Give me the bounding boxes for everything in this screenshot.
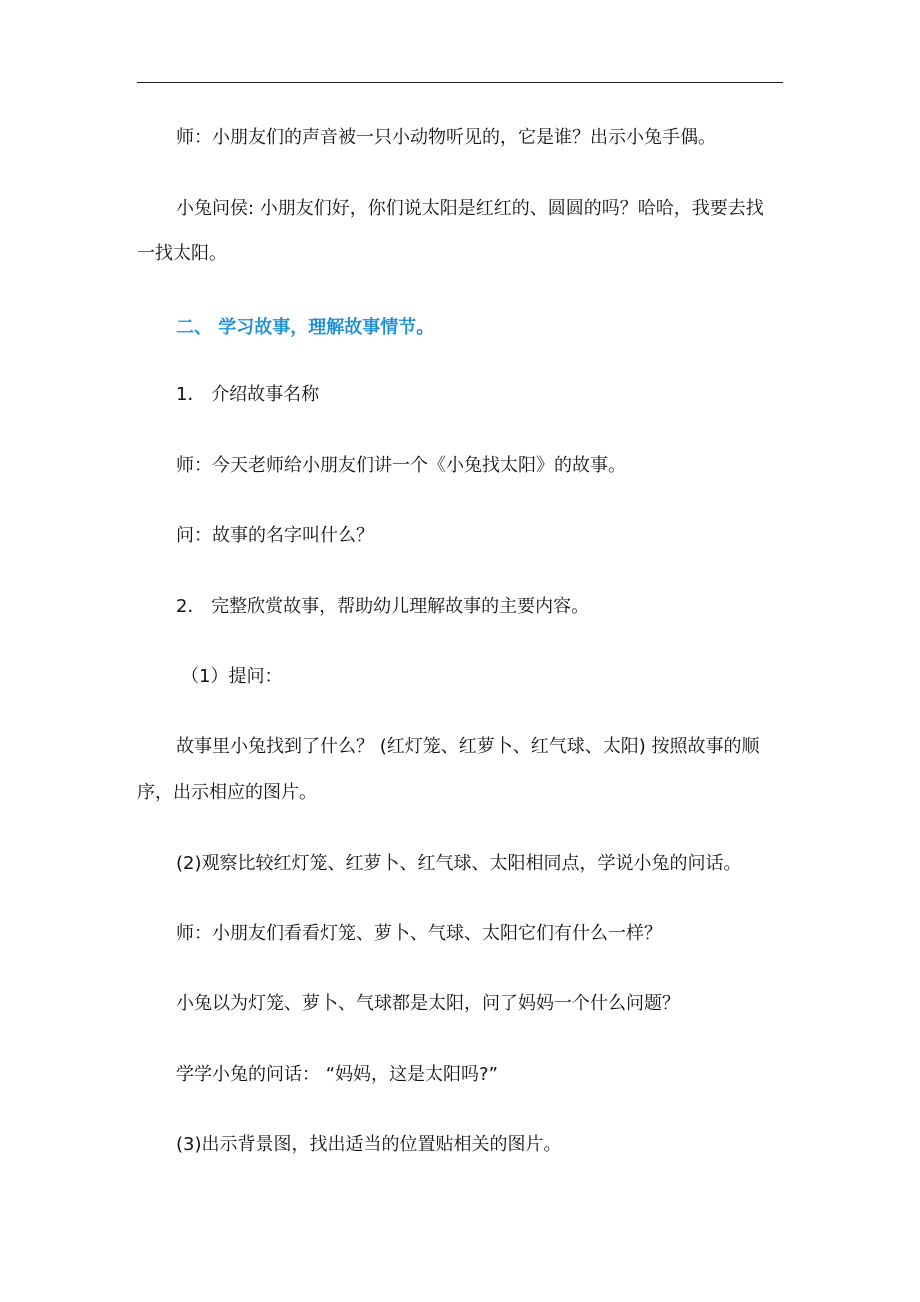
paragraph-rabbit-greeting: 小兔问侯: 小朋友们好，你们说太阳是红红的、圆圆的吗？哈哈，我要去找	[176, 198, 764, 219]
sub-step-3: (3)出示背景图，找出适当的位置贴相关的图片。	[176, 1134, 562, 1155]
paragraph-teacher-compare: 师：小朋友们看看灯笼、萝卜、气球、太阳它们有什么一样？	[176, 923, 662, 944]
sub-step-2: (2)观察比较红灯笼、红萝卜、红气球、太阳相同点，学说小兔的问话。	[176, 853, 742, 874]
step-1-title: 1． 介绍故事名称	[176, 384, 320, 405]
step-2-title: 2． 完整欣赏故事，帮助幼儿理解故事的主要内容。	[176, 596, 590, 617]
sub-step-1: （1）提问：	[181, 666, 283, 687]
paragraph-found-items: 故事里小兔找到了什么？ (红灯笼、红萝卜、红气球、太阳) 按照故事的顺	[176, 736, 760, 757]
paragraph-rabbit-question: 小兔以为灯笼、萝卜、气球都是太阳，问了妈妈一个什么问题？	[176, 993, 680, 1014]
paragraph-intro-teacher: 师：小朋友们的声音被一只小动物听见的，它是谁？出示小兔手偶。	[176, 127, 716, 148]
header-rule	[137, 82, 783, 83]
paragraph-rabbit-greeting-cont: 一找太阳。	[137, 243, 227, 264]
paragraph-question-name: 问：故事的名字叫什么？	[176, 525, 374, 546]
paragraph-teacher-story: 师：今天老师给小朋友们讲一个《小兔找太阳》的故事。	[176, 455, 626, 476]
section-heading: 二、 学习故事，理解故事情节。	[176, 317, 435, 338]
paragraph-found-items-cont: 序，出示相应的图片。	[137, 782, 317, 803]
paragraph-learn-words: 学学小兔的问话： “妈妈，这是太阳吗?”	[176, 1064, 498, 1085]
